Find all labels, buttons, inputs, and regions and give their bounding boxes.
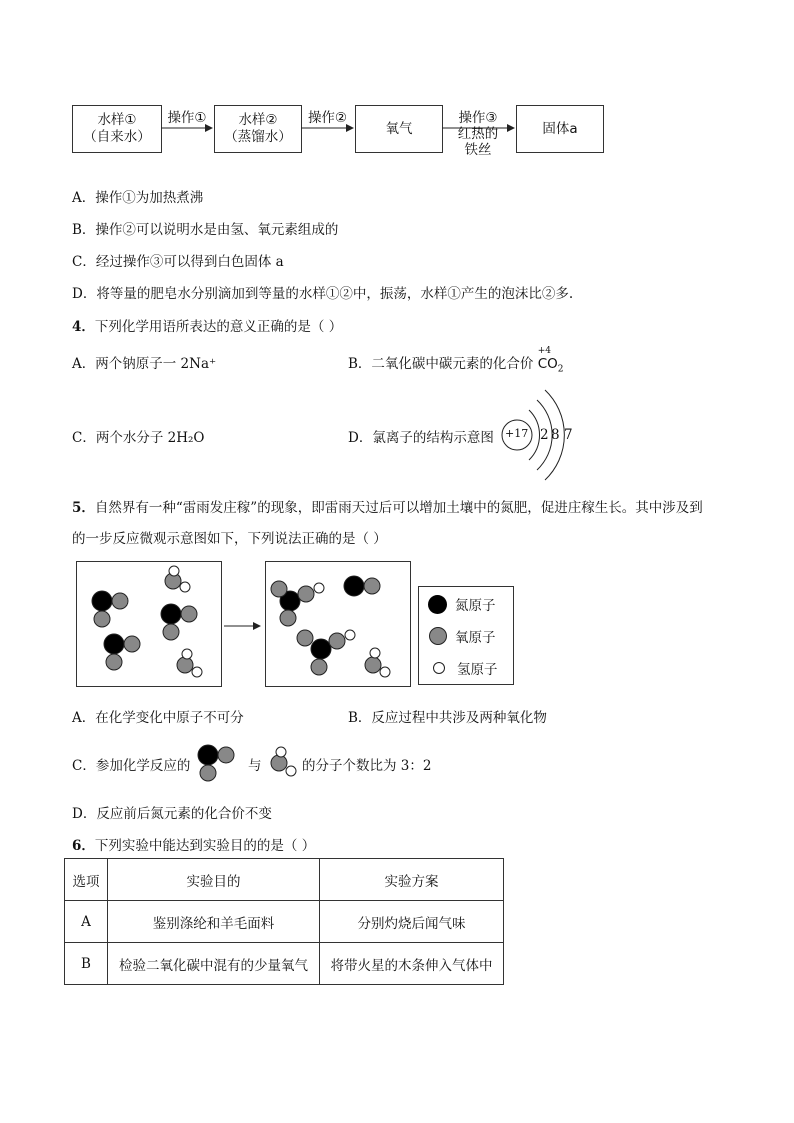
flow-op3-line: 红热的 (457, 126, 499, 142)
question-stem: 下列化学用语所表达的意义正确的是（ ） (94, 319, 343, 335)
reaction-arrow (222, 618, 266, 634)
flow-op3-line: 操作③ (458, 110, 498, 126)
h2o-molecule (177, 649, 202, 677)
no-molecule (161, 604, 197, 640)
legend-oxygen (429, 626, 496, 646)
flow-box-label: （自来水） (83, 129, 151, 145)
shell-electrons-2: 8 (551, 427, 560, 443)
table-cell: 鉴别涤纶和羊毛面料 (108, 901, 320, 943)
table-cell: B (65, 943, 108, 985)
question-number: 5． (72, 500, 95, 516)
q4-option-d (348, 426, 494, 446)
flow-op3-label (448, 110, 508, 158)
flow-op1-label: 操作① (167, 110, 207, 126)
q5-option-b: B．反应过程中共涉及两种氧化物 (348, 710, 547, 726)
q5-option-a: A．在化学变化中原子不可分 (72, 710, 244, 726)
flow-op2-label: 操作② (307, 110, 348, 126)
q4-option-a: A．两个钠原子一 2Na⁺ (72, 356, 217, 372)
q4-option-d-text: D．氯离子的结构示意图 (348, 430, 494, 446)
legend-label: 氧原子 (455, 630, 496, 646)
subscript: 2 (557, 364, 564, 375)
nucleus-charge: +17 (505, 427, 529, 440)
q5-option-c-post: 的分子个数比为 3：2 (302, 758, 432, 774)
no-molecule (344, 576, 380, 596)
no-molecule-icon (194, 740, 238, 784)
flow-op3-line: 铁丝 (464, 142, 492, 158)
products-molecules (265, 561, 411, 687)
table-row (65, 943, 504, 985)
flow-box-label: 氧气 (385, 120, 413, 137)
question-number: 6． (72, 838, 95, 854)
q5-option-c-mid: 与 (248, 758, 262, 774)
valence-label: +4 (537, 346, 551, 356)
q3-option-d: D．将等量的肥皂水分别滴加到等量的水样①②中，振荡，水样①产生的泡沫比②多. (72, 286, 574, 302)
q4-stem (72, 315, 342, 335)
q5-option-c-pre: C．参加化学反应的 (72, 758, 191, 774)
co2-formula (537, 346, 564, 375)
q3-option-b: B．操作②可以说明水是由氢、氧元素组成的 (72, 222, 339, 238)
table-header-row (65, 859, 504, 901)
table-cell: A (65, 901, 108, 943)
no-molecule (104, 634, 140, 670)
q6-stem (72, 834, 315, 854)
shell-electrons-1: 2 (540, 427, 549, 443)
q4-option-c: C．两个水分子 2H₂O (72, 430, 205, 446)
oxygen-symbol: O (547, 356, 558, 372)
question-stem: 下列实验中能达到实验目的的是（ ） (94, 838, 316, 854)
flow-arrows (0, 0, 794, 200)
q3-option-c: C．经过操作③可以得到白色固体 a (72, 254, 284, 270)
flow-box-label: 固体a (542, 120, 578, 137)
table-row (65, 901, 504, 943)
legend-label: 氮原子 (455, 598, 496, 614)
hydrogen-atom-icon (433, 662, 445, 674)
q4-option-b (348, 346, 564, 375)
experiment-table (64, 858, 504, 985)
question-stem: 自然界有一种“雷雨发庄稼”的现象，即雷雨天过后可以增加土壤中的氮肥，促进庄稼生长。其中涉及到 (94, 500, 703, 516)
h2o-molecule (165, 566, 190, 592)
hno3-molecule (297, 630, 355, 675)
q4-option-b-text: B．二氧化碳中碳元素的化合价 (348, 356, 534, 372)
q5-stem-line1 (72, 496, 703, 516)
carbon-symbol: C (537, 356, 548, 372)
h2o-molecule-icon (266, 744, 302, 780)
table-cell: 将带火星的木条伸入气体中 (320, 943, 504, 985)
table-cell: 检验二氧化碳中混有的少量氧气 (108, 943, 320, 985)
flow-box-label: （蒸馏水） (224, 129, 292, 145)
no-molecule (92, 591, 128, 627)
nitrogen-atom-icon (428, 595, 447, 614)
shell-electrons-3: 7 (564, 427, 573, 443)
header-cell: 选项 (65, 859, 108, 901)
legend-nitrogen (428, 594, 496, 614)
oxygen-atom-icon (429, 627, 447, 645)
flow-box-label: 水样② (238, 112, 278, 128)
header-cell: 实验目的 (108, 859, 320, 901)
table-cell: 分别灼烧后闻气味 (320, 901, 504, 943)
no2-molecule (271, 581, 324, 626)
h2o-molecule (365, 648, 390, 677)
question-number: 4． (72, 319, 95, 335)
flow-box-label: 水样① (97, 112, 137, 128)
legend-hydrogen (431, 658, 498, 678)
header-cell: 实验方案 (320, 859, 504, 901)
q3-option-a: A．操作①为加热煮沸 (72, 190, 204, 206)
electron-shell-arc (529, 410, 540, 460)
q5-option-d: D．反应前后氮元素的化合价不变 (72, 806, 272, 822)
q5-stem-line2: 的一步反应微观示意图如下，下列说法正确的是（ ） (72, 531, 387, 547)
legend-label: 氢原子 (457, 662, 498, 678)
reactants-molecules (76, 561, 222, 687)
